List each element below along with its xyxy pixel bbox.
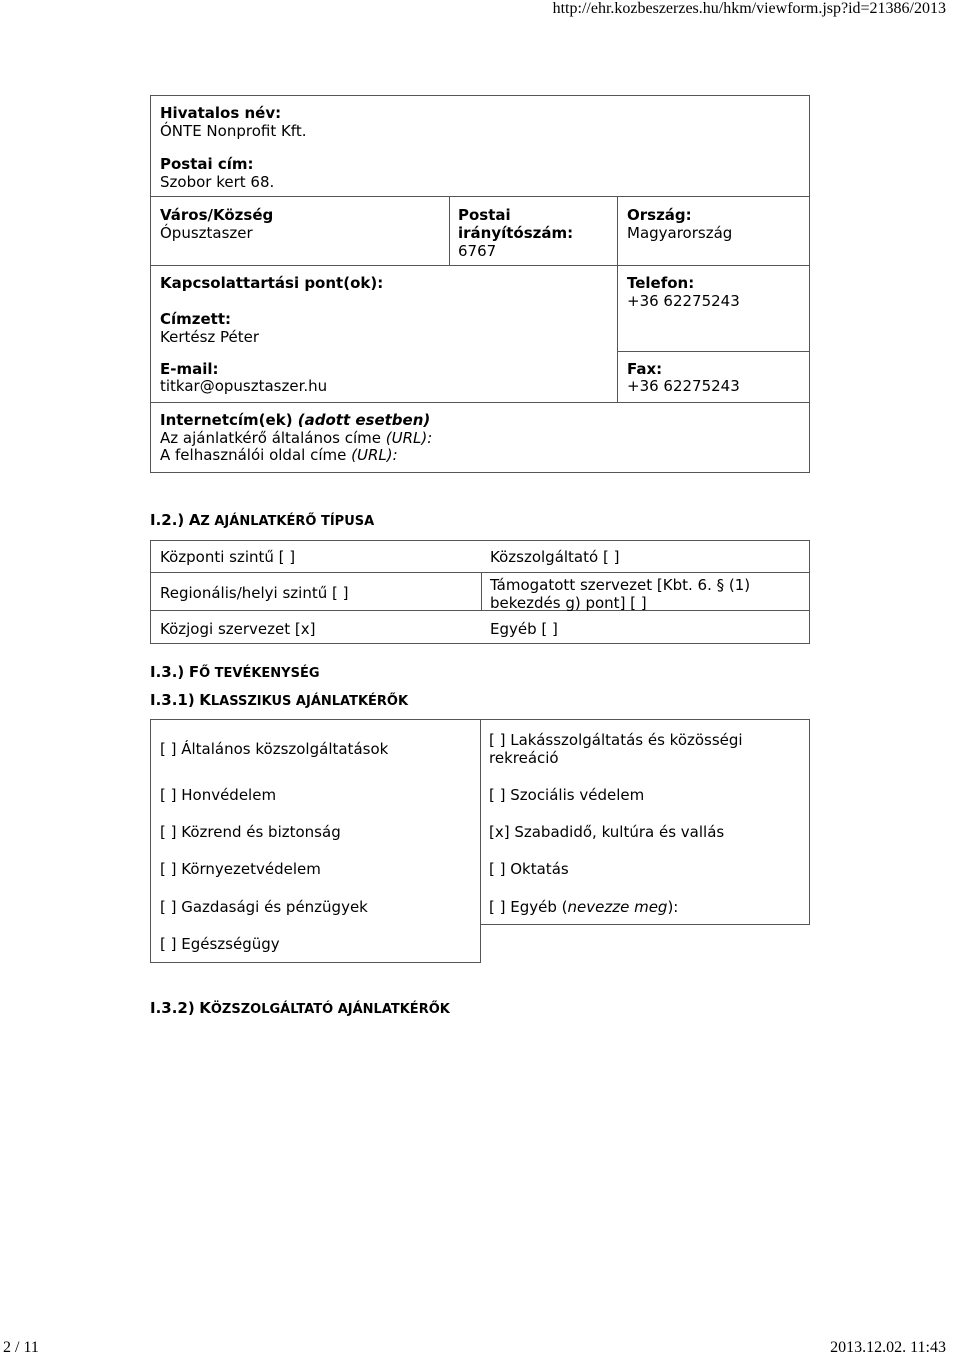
divider (150, 402, 810, 403)
activity-item: [ ] Általános közszolgáltatások (160, 740, 389, 758)
section-heading-i31: I.3.1) KLASSZIKUS AJÁNLATKÉRŐK (150, 691, 409, 709)
postcode-label: Postai (458, 206, 511, 224)
activity-item-cont: rekreáció (489, 749, 559, 767)
fax-label: Fax: (627, 360, 663, 378)
type-public-service: Közszolgáltató [ ] (490, 548, 620, 566)
general-url-suffix: (URL): (385, 429, 433, 447)
section-heading-i32: I.3.2) KÖZSZOLGÁLTATÓ AJÁNLATKÉRŐK (150, 999, 450, 1017)
divider (449, 196, 450, 265)
fax: +36 62275243 (627, 377, 740, 395)
internet-label (160, 411, 430, 429)
divider (150, 610, 810, 611)
divider (617, 351, 810, 352)
email-label: E-mail: (160, 360, 219, 378)
contact-point-label: Kapcsolattartási pont(ok): (160, 274, 384, 292)
activity-item: [ ] Közrend és biztonság (160, 823, 341, 841)
postcode-label: irányítószám: (458, 224, 574, 242)
phone: +36 62275243 (627, 292, 740, 310)
divider (481, 572, 482, 610)
divider (617, 196, 618, 403)
activity-item: [ ] Gazdasági és pénzügyek (160, 898, 368, 916)
addressee-label: Címzett: (160, 310, 232, 328)
official-name-label: Hivatalos név: (160, 104, 282, 122)
type-regional: Regionális/helyi szintű [ ] (160, 584, 349, 602)
activity-item: [ ] Lakásszolgáltatás és közösségi (489, 731, 743, 749)
buyer-url-suffix: (URL): (351, 446, 398, 464)
email: titkar@opusztaszer.hu (160, 377, 328, 395)
page-url-header: http://ehr.kozbeszerzes.hu/hkm/viewform.jsp?id=21386/2013 (552, 0, 946, 17)
activity-item: [ ] Környezetvédelem (160, 860, 321, 878)
postcode: 6767 (458, 242, 497, 260)
type-supported: Támogatott szervezet [Kbt. 6. § (1) (490, 576, 751, 594)
general-url-line (160, 429, 432, 447)
country-label: Ország: (627, 206, 692, 224)
divider (150, 265, 810, 266)
internet-label-text: Internetcím(ek) (160, 411, 293, 429)
activity-item: [ ] Oktatás (489, 860, 569, 878)
divider (150, 572, 810, 573)
type-supported-cont: bekezdés g) pont] [ ] (490, 594, 647, 612)
addressee: Kertész Péter (160, 328, 260, 346)
official-name: ÓNTE Nonprofit Kft. (160, 122, 307, 140)
postal-address: Szobor kert 68. (160, 173, 275, 191)
country: Magyarország (627, 224, 733, 242)
activity-item: [ ] Egészségügy (160, 935, 280, 953)
postal-address-label: Postai cím: (160, 155, 254, 173)
activity-item: [ ] Szociális védelem (489, 786, 645, 804)
internet-label-optional: (adott esetben) (297, 411, 431, 429)
city: Ópusztaszer (160, 224, 253, 242)
activity-item: [x] Szabadidő, kultúra és vallás (489, 823, 725, 841)
page-number: 2 / 11 (3, 1339, 39, 1356)
activity-item: [ ] Honvédelem (160, 786, 277, 804)
section-heading-i3: I.3.) FŐ TEVÉKENYSÉG (150, 663, 320, 681)
buyer-url-line (160, 446, 398, 464)
print-datetime: 2013.12.02. 11:43 (830, 1339, 946, 1356)
type-other: Egyéb [ ] (490, 620, 558, 638)
city-label: Város/Község (160, 206, 274, 224)
activity-item: [ ] Egyéb (nevezze meg): (489, 898, 679, 916)
buyer-url-label: A felhasználói oldal címe (160, 446, 347, 464)
divider (150, 196, 810, 197)
general-url-label: Az ajánlatkérő általános címe (160, 429, 382, 447)
type-public-law: Közjogi szervezet [x] (160, 620, 316, 638)
section-heading-i2: I.2.) AZ AJÁNLATKÉRŐ TÍPUSA (150, 511, 375, 529)
phone-label: Telefon: (627, 274, 695, 292)
type-central: Központi szintű [ ] (160, 548, 296, 566)
